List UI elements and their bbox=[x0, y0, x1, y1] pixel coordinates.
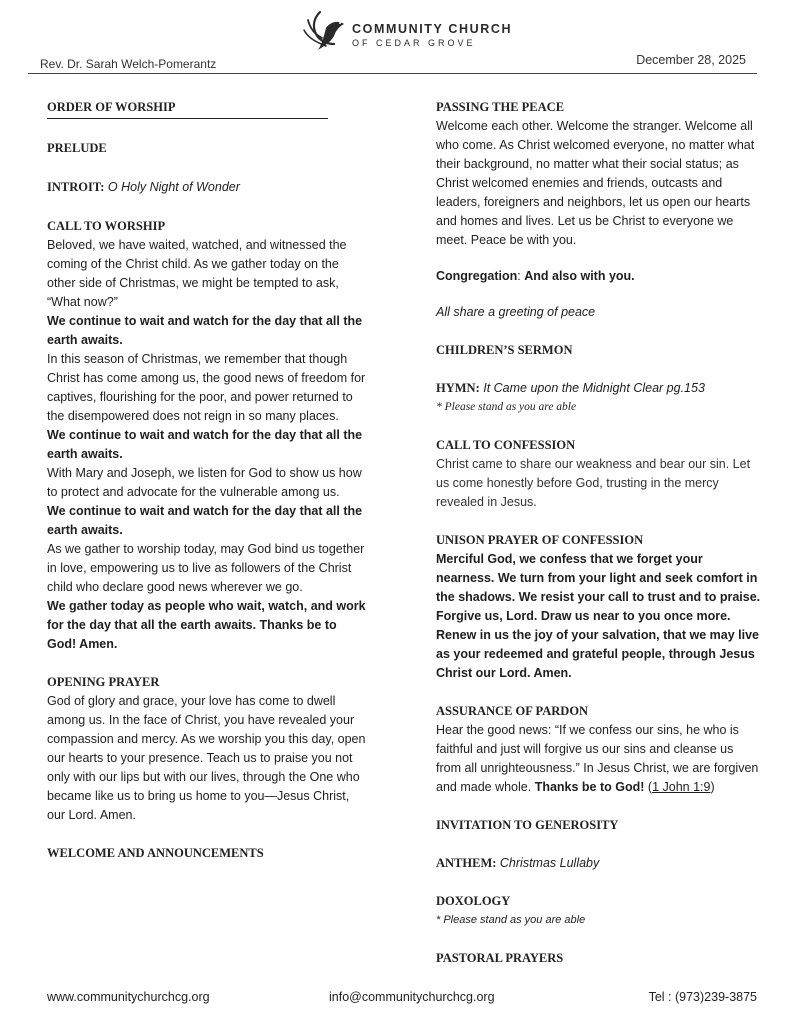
opening-prayer-text: God of glory and grace, your love has come to dwell among us. In the face of Christ, you have revealed your compassion and mercy. As we worship you this day, open our hearts to your presence. Teach us to praise you not only with our lips but with our lives, through the One who became like us to bring us home to you—Jesus Christ, our Lord. Amen. bbox=[47, 694, 366, 822]
greeting-note: All share a greeting of peace bbox=[436, 305, 596, 319]
passing-peace-text: Welcome each other. Welcome the stranger. Welcome all who come. As Christ welcomed everyone, no matter what their background, no matter what their social status; as Christ welcomed enemies and friends, outcasts and leaders, foreigners and neighbors, let us open our hearts and homes and lives. Let us be Christ to everyone we meet. Peace be with you. bbox=[436, 119, 755, 247]
assurance-heading: ASSURANCE OF PARDON bbox=[436, 704, 589, 718]
passing-peace-heading: PASSING THE PEACE bbox=[436, 100, 565, 114]
doxology-heading: DOXOLOGY bbox=[436, 894, 511, 908]
assurance-text: Hear the good news: “If we confess our sins, he who is faithful and just will forgive us our sins and cleanse us from all unrighteousness.” In Jesus Christ, we are forgiven and made whole. bbox=[436, 723, 759, 794]
footer-phone: Tel : (973)239-3875 bbox=[648, 990, 757, 1004]
unison-prayer-heading: UNISON PRAYER OF CONFESSION bbox=[436, 533, 644, 547]
call-to-confession-text: Christ came to share our weakness and bear our sin. Let us come honestly before God, trusting in the mercy revealed in Jesus. bbox=[436, 457, 751, 509]
call-leader-4: As we gather to worship today, may God bind us together in love, empowering us to live as followers of the Christ child who declare good news wherever we go. bbox=[47, 542, 365, 594]
footer-email[interactable]: info@communitychurchcg.org bbox=[329, 990, 495, 1004]
congregation-label: Congregation bbox=[436, 269, 518, 283]
hymn-line bbox=[436, 379, 761, 398]
call-to-worship-heading: CALL TO WORSHIP bbox=[47, 219, 166, 233]
church-subtitle: OF CEDAR GROVE bbox=[352, 38, 476, 48]
scripture-reference-link[interactable]: 1 John 1:9 bbox=[652, 780, 711, 794]
congregation-response: And also with you. bbox=[524, 269, 635, 283]
welcome-heading: WELCOME AND ANNOUNCEMENTS bbox=[47, 846, 264, 860]
anthem-line bbox=[436, 854, 761, 873]
assurance-paragraph bbox=[436, 721, 761, 797]
congregation-colon: : bbox=[517, 269, 521, 283]
call-response-2: We continue to wait and watch for the day that all the earth awaits. bbox=[47, 428, 363, 461]
introit-line bbox=[47, 178, 367, 197]
anthem-label: ANTHEM: bbox=[436, 856, 497, 870]
hymn-label: HYMN: bbox=[436, 381, 480, 395]
service-date: December 28, 2025 bbox=[636, 53, 746, 67]
hymn-title: It Came upon the Midnight Clear pg.153 bbox=[483, 381, 705, 395]
right-column bbox=[436, 98, 761, 968]
left-column bbox=[47, 98, 367, 863]
anthem-title: Christmas Lullaby bbox=[499, 856, 600, 870]
hymn-stand-note: * Please stand as you are able bbox=[436, 401, 577, 413]
call-response-4: We gather today as people who wait, watch, and work for the day that all the earth awaits. Thanks be to God! Amen. bbox=[47, 599, 366, 651]
call-leader-1: Beloved, we have waited, watched, and witnessed the coming of the Christ child. As we gather today on the other side of Christmas, we might be tempted to ask, “What now?” bbox=[47, 238, 347, 309]
congregation-line bbox=[436, 267, 761, 286]
prelude-heading: PRELUDE bbox=[47, 141, 107, 155]
church-name: COMMUNITY CHURCH bbox=[352, 22, 513, 36]
childrens-sermon-heading: CHILDREN’S SERMON bbox=[436, 343, 573, 357]
call-response-3: We continue to wait and watch for the day that all the earth awaits. bbox=[47, 504, 363, 537]
footer-website[interactable]: www.communitychurchcg.org bbox=[47, 990, 210, 1004]
call-response-1: We continue to wait and watch for the day that all the earth awaits. bbox=[47, 314, 363, 347]
dove-logo-icon bbox=[300, 8, 348, 54]
opening-prayer-heading: OPENING PRAYER bbox=[47, 675, 160, 689]
pastor-name: Rev. Dr. Sarah Welch-Pomerantz bbox=[40, 57, 217, 71]
introit-title: O Holy Night of Wonder bbox=[107, 180, 240, 194]
assurance-thanks: Thanks be to God! bbox=[534, 780, 645, 794]
introit-label: INTROIT: bbox=[47, 180, 105, 194]
call-to-confession-heading: CALL TO CONFESSION bbox=[436, 438, 576, 452]
assurance-paren-close: ) bbox=[710, 780, 715, 794]
header-divider bbox=[28, 73, 757, 74]
pastoral-prayers-heading: PASTORAL PRAYERS bbox=[436, 951, 564, 965]
call-leader-3: With Mary and Joseph, we listen for God to show us how to protect and advocate for the vulnerable among us. bbox=[47, 466, 362, 499]
call-leader-2: In this season of Christmas, we remember that though Christ has come among us, the good news of freedom for captives, flourishing for the poor, and power returned to the disempowered does not reign in so many places. bbox=[47, 352, 366, 423]
order-of-worship-heading: ORDER OF WORSHIP bbox=[47, 98, 328, 119]
doxology-stand-note: * Please stand as you are able bbox=[436, 914, 586, 926]
unison-prayer-text: Merciful God, we confess that we forget your nearness. We turn from your light and seek comfort in the shadows. We resist your call to trust and to praise. Forgive us, Lord. Draw us near to you once more. Renew in us the joy of your salvation, that we may live as your redeemed and grateful people, through Jesus Christ our Lord. Amen. bbox=[436, 552, 761, 680]
generosity-heading: INVITATION TO GENEROSITY bbox=[436, 818, 619, 832]
assurance-paren-open: ( bbox=[647, 780, 653, 794]
